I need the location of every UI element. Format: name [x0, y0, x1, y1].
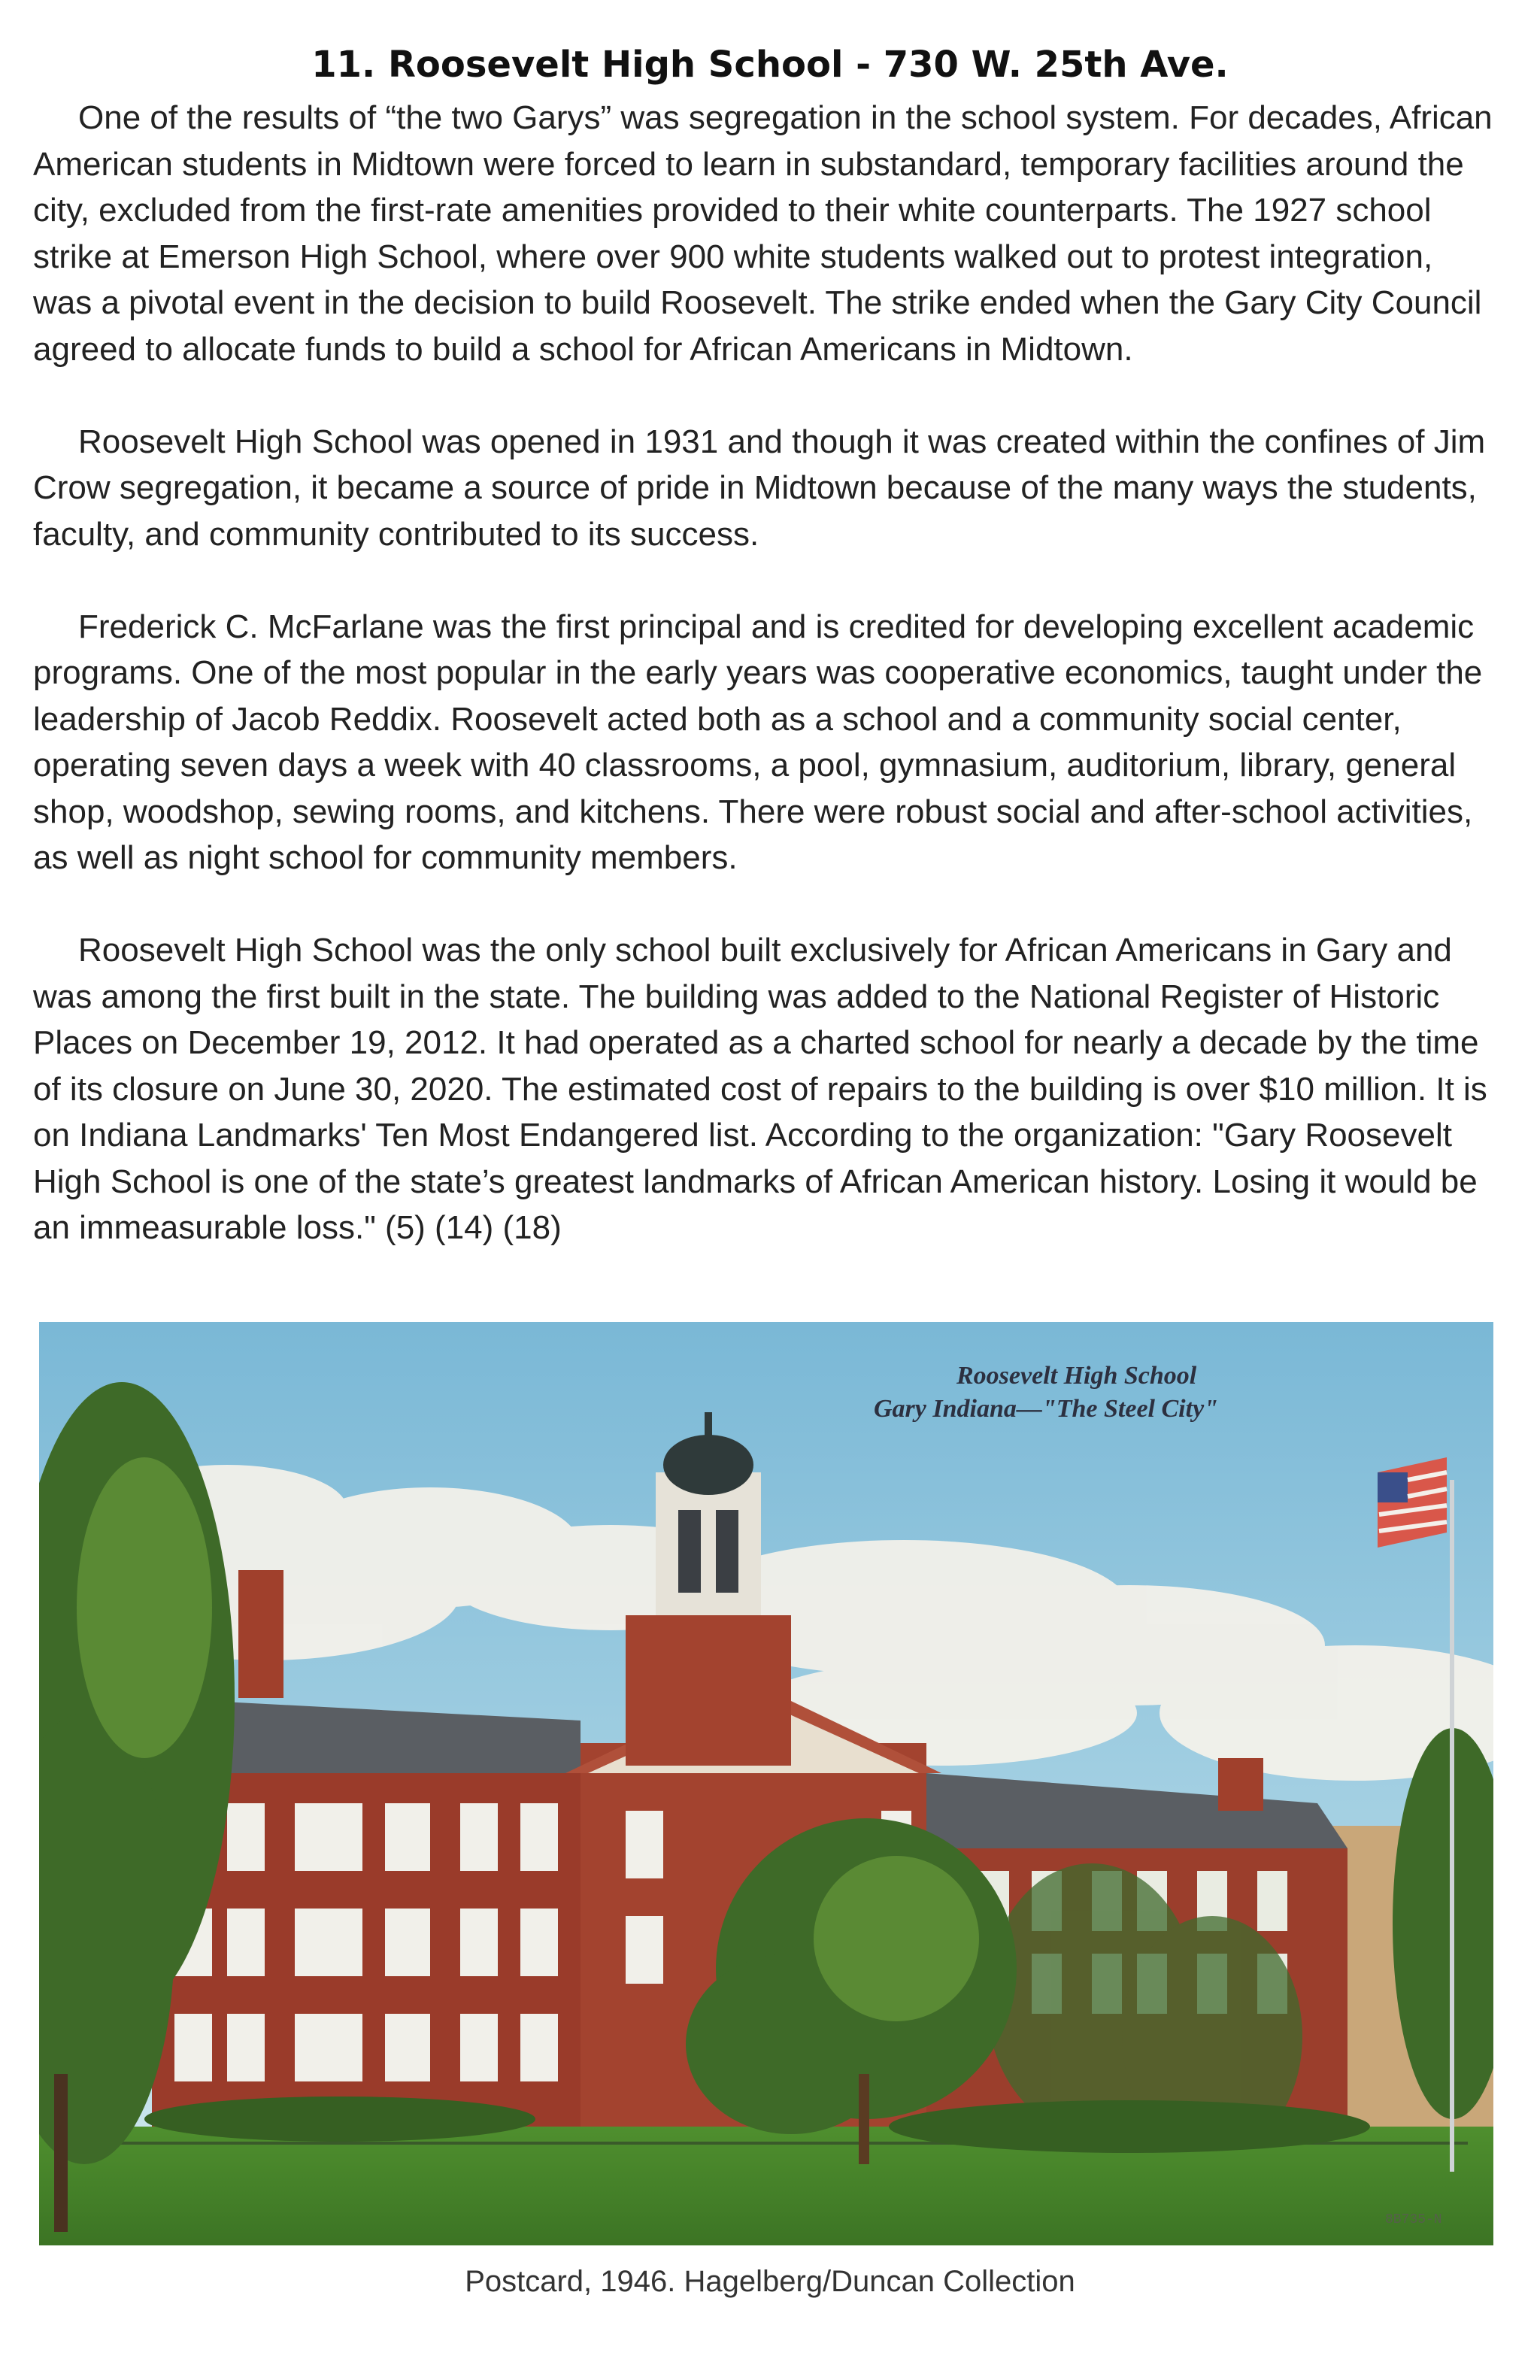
- paragraph-1: One of the results of “the two Garys” was segregation in the school system. For decades, African American students in Midtown were forced to learn in substandard, temporary facilities around the city, excluded from the first-rate amenities provided to their white counterparts. The 1927 school strike at Emerson High School, where over 900 white students walked out to protest integration, was a pivotal event in the decision to build Roosevelt. The strike ended when the Gary City Council agreed to allocate funds to build a school for African Americans in Midtown.: [33, 99, 1493, 368]
- postcard-location-line: Gary Indiana—"The Steel City": [874, 1395, 1219, 1423]
- postcard-code: 8B735-N: [1385, 2212, 1442, 2227]
- paragraph-4: Roosevelt High School was the only school built exclusively for African Americans in Gary and was among the first built in the state. The building was added to the National Register of Historic Places on December 19, 2012. It had operated as a charted school for nearly a decade by the time of its closure on June 30, 2020. The estimated cost of repairs to the building is over $10 million. It is on Indiana Landmarks' Ten Most Endangered list. According to the organization: "Gary Roosevelt High School is one of the state’s greatest landmarks of African American history. Losing it would be an immeasurable loss." (5) (14) (18): [33, 932, 1487, 1246]
- postcard-title-line: Roosevelt High School: [956, 1362, 1197, 1390]
- article-body: [33, 95, 1499, 1251]
- image-caption: Postcard, 1946. Hagelberg/Duncan Collection: [465, 2265, 1075, 2298]
- paragraph-3: Frederick C. McFarlane was the first principal and is credited for developing excellent academic programs. One of the most popular in the early years was cooperative economics, taught under the leadership of Jacob Reddix. Roosevelt acted both as a school and a community social center, operating seven days a week with 40 classrooms, a pool, gymnasium, auditorium, library, general shop, woodshop, sewing rooms, and kitchens. There were robust social and after-school activities, as well as night school for community members.: [33, 608, 1483, 876]
- paragraph-2: Roosevelt High School was opened in 1931 and though it was created within the confines of Jim Crow segregation, it became a source of pride in Midtown because of the many ways the students, faculty, and community contributed to its success.: [33, 423, 1486, 553]
- page-title: 11. Roosevelt High School - 730 W. 25th Ave.: [311, 44, 1229, 86]
- postcard-image: [39, 1322, 1493, 2245]
